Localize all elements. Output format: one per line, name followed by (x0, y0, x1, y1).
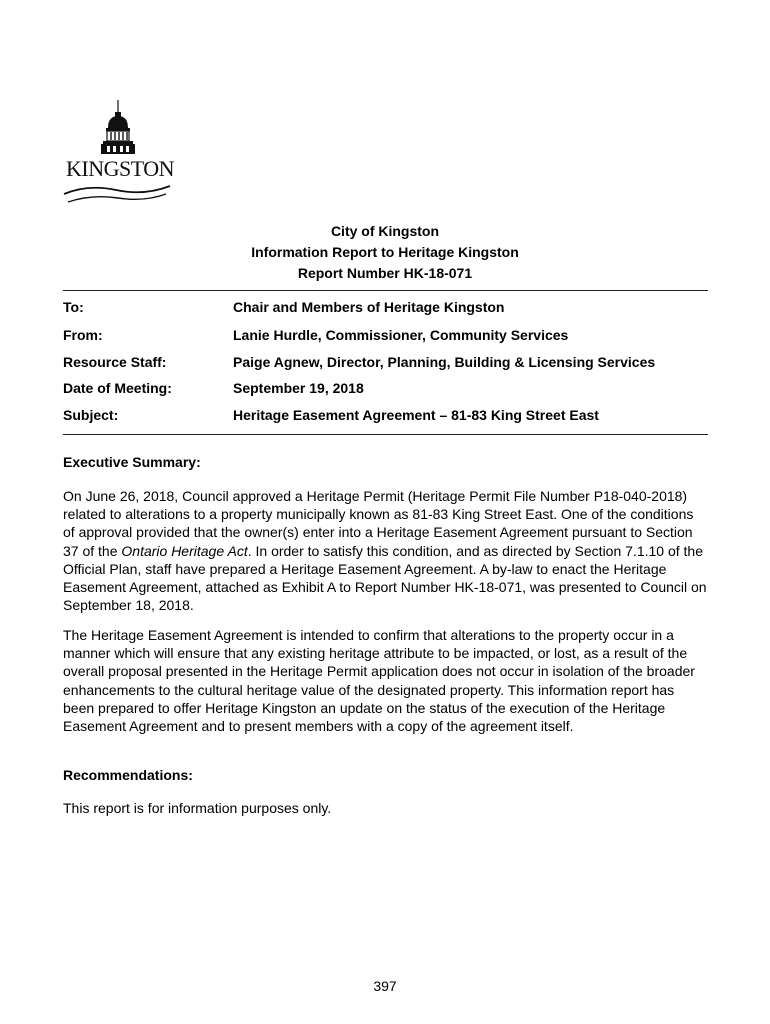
meta-label: Resource Staff: (63, 354, 167, 370)
meta-value: Heritage Easement Agreement – 81-83 King Street East (233, 407, 599, 423)
water-waves-icon (58, 182, 178, 212)
meta-row-resource-staff (63, 352, 708, 372)
recommendations-heading: Recommendations: (63, 767, 193, 783)
meta-row-subject (63, 405, 708, 425)
meta-row-from (63, 325, 708, 345)
meta-value: Paige Agnew, Director, Planning, Building & Licensing Services (233, 354, 656, 370)
report-title-city: City of Kingston (330, 223, 440, 239)
city-of-kingston-logo (58, 98, 178, 208)
executive-summary-heading: Executive Summary: (63, 454, 201, 470)
executive-summary-paragraph-1 (63, 487, 708, 614)
header-divider-top (63, 290, 708, 291)
meta-value: Chair and Members of Heritage Kingston (233, 299, 505, 315)
meta-row-to (63, 297, 708, 317)
city-hall-dome-icon (58, 98, 178, 158)
paragraph-text: . In order to satisfy this condition, and as directed by Section 7.1.10 of the Official Plan, staff have prepared a Heritage Easement Agreement. A by-law to enact the Heritage Easement Agreement, attached as Exhibit A to Report Number HK-18-071, was presented to Council on September 18, 2018. (63, 542, 707, 614)
meta-label: From: (63, 327, 103, 343)
report-title-block (0, 221, 770, 284)
logo-wordmark: KINGSTON (66, 156, 175, 181)
meta-label: Subject: (63, 407, 119, 423)
act-title-italic: Ontario Heritage Act (121, 542, 248, 559)
header-divider-bottom (63, 434, 708, 435)
report-number: Report Number HK-18-071 (297, 265, 473, 281)
meta-label: To: (63, 299, 84, 315)
meta-value: September 19, 2018 (233, 380, 364, 396)
report-title-type: Information Report to Heritage Kingston (251, 244, 519, 260)
page-number: 397 (373, 978, 397, 994)
executive-summary-paragraph-2: The Heritage Easement Agreement is intended to confirm that alterations to the property occur in a manner which will ensure that any existing heritage attribute to be impacted, or lost, as a result of the overall proposal presented in the Heritage Permit application does not occur in isolation of the broader enhancements to the cultural heritage value of the designated property. This information report has been prepared to offer Heritage Kingston an update on the status of the execution of the Heritage Easement Agreement and to present members with a copy of the agreement itself. (63, 627, 695, 735)
meta-row-date-of-meeting (63, 378, 708, 398)
paragraph-text: On June 26, 2018, Council approved a Heritage Permit (Heritage Permit File Number P18-040-2018) related to alterations to a property municipally known as 81-83 King Street East. One of the conditions of approval provided that the owner(s) enter into a Heritage Easement Agreement pursuant to Section 37 of the (63, 488, 694, 559)
meta-label: Date of Meeting: (63, 380, 172, 396)
recommendations-text: This report is for information purposes only. (63, 800, 332, 816)
meta-value: Lanie Hurdle, Commissioner, Community Services (233, 327, 569, 343)
